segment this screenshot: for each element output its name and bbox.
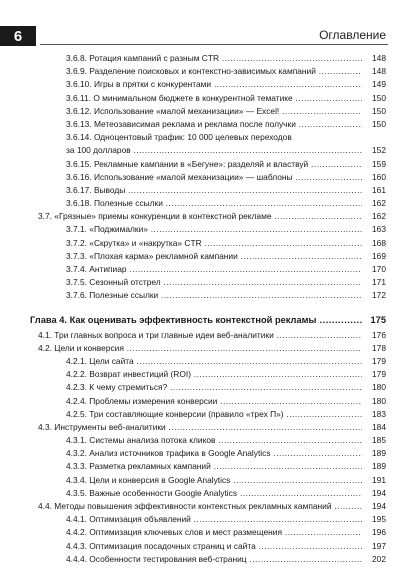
toc-entry xyxy=(0,184,406,197)
toc-entry xyxy=(0,487,406,500)
toc-entry-page: 183 xyxy=(362,408,386,421)
toc-entry xyxy=(0,342,406,355)
toc-entry-page: 179 xyxy=(362,355,386,368)
toc-entry xyxy=(0,329,406,342)
toc-entry-title: 4.2.1. Цели сайта xyxy=(66,355,134,366)
toc-entry-page: 189 xyxy=(362,460,386,473)
toc-chapter-entry xyxy=(0,311,406,329)
toc-entry-page: 169 xyxy=(362,250,386,263)
toc-entry-title: 3.6.12. Использование «малой механизации» — Excel! xyxy=(66,105,280,116)
toc-entry xyxy=(0,289,406,302)
toc-entry-page: 159 xyxy=(362,158,386,171)
toc-entry xyxy=(0,158,406,171)
toc-entry-title: 4.3. Инструменты веб-аналитики xyxy=(38,421,166,432)
toc-entry-title: 3.7. «Грязные» приемы конкуренции в контекстной рекламе xyxy=(38,211,272,222)
toc-entry-title: 3.6.18. Полезные ссылки xyxy=(66,198,163,209)
toc-entry-title: 4.2.5. Три составляющие конверсии (правило «трех П») xyxy=(66,408,284,419)
toc-entry-title: 3.7.4. Антипиар xyxy=(66,264,127,274)
toc-entry-page: 196 xyxy=(362,526,386,539)
toc-entry xyxy=(0,355,406,368)
toc-entry-title: Глава 4. Как оценивать эффективность контекстной рекламы xyxy=(30,314,317,325)
toc-entry-title: 4.3.1. Системы анализа потока кликов xyxy=(66,435,216,446)
toc-entry xyxy=(0,210,406,223)
toc-entry-page: 202 xyxy=(362,553,386,566)
toc-entry xyxy=(0,250,406,263)
toc-entry-title: 4.2.3. К чему стремиться? xyxy=(66,382,168,393)
toc-entry-page: 162 xyxy=(362,197,386,210)
toc-entry-page: 178 xyxy=(362,342,386,355)
toc-entry-title: 3.6.16. Использование «малой механизации» — шаблоны xyxy=(66,171,293,182)
toc-entry xyxy=(0,553,406,566)
toc-entry-title: 4.4. Методы повышения эффективности контекстных рекламных кампаний xyxy=(38,501,332,511)
toc-entry xyxy=(0,408,406,421)
toc-entry xyxy=(0,381,406,394)
toc-entry-page: 185 xyxy=(362,434,386,447)
toc-entry-title: 3.6.8. Ротация кампаний с разным CTR xyxy=(66,53,219,63)
toc-entry-page: 176 xyxy=(362,329,386,342)
toc-entry xyxy=(0,395,406,408)
toc-entry xyxy=(0,526,406,539)
toc-entry xyxy=(0,513,406,526)
toc-entry xyxy=(0,92,406,105)
toc-entry xyxy=(0,65,406,78)
toc-entry xyxy=(0,434,406,447)
toc-entry-title: 4.1. Три главных вопроса и три главные идеи веб-аналитики xyxy=(38,329,274,340)
toc-entry xyxy=(0,105,406,118)
toc-entry xyxy=(0,276,406,289)
toc-entry-title: 3.6.17. Выводы xyxy=(66,184,126,195)
toc-entry-page: 168 xyxy=(362,237,386,250)
toc-entry-title: 4.3.4. Цели и конверсия в Google Analytics xyxy=(66,474,231,485)
toc-entry-page: 148 xyxy=(362,52,386,65)
toc-entry xyxy=(0,460,406,473)
toc-entry-title: 3.6.13. Метеозависимая реклама и реклама после получки xyxy=(66,118,296,129)
toc-entry-title: за 100 долларов xyxy=(66,145,131,156)
toc-entry-title: 4.2.4. Проблемы измерения конверсии xyxy=(66,395,218,406)
toc-entry-title: 3.6.11. О минимальном бюджете в конкурентной тематике xyxy=(66,92,293,103)
toc-entry-page: 179 xyxy=(362,368,386,381)
toc-entry xyxy=(0,223,406,236)
toc-entry xyxy=(0,78,406,91)
toc-entry-title: 4.4.1. Оптимизация объявлений xyxy=(66,514,191,525)
toc-entry xyxy=(0,368,406,381)
toc-entry-page: 172 xyxy=(362,289,386,302)
toc-entry-title: 3.7.1. «Поджималки» xyxy=(66,224,148,235)
toc-entry-page: 171 xyxy=(362,276,386,289)
toc-entry-page: 162 xyxy=(362,210,386,223)
toc-entry xyxy=(0,118,406,131)
toc-entry-title: 4.2. Цели и конверсия xyxy=(38,342,124,353)
toc-entry xyxy=(0,421,406,434)
toc-entry-title: 4.4.2. Оптимизация ключевых слов и мест размещения xyxy=(66,527,283,538)
toc-entry-page: 189 xyxy=(362,447,386,460)
toc-entry-page: 163 xyxy=(362,223,386,236)
toc-entry-page: 194 xyxy=(362,500,386,513)
page-number: 6 xyxy=(0,26,36,46)
toc-entry-page: 150 xyxy=(362,92,386,105)
toc-entry-title: 4.3.2. Анализ источников трафика в Google Analytics xyxy=(66,448,271,459)
toc-entry-page: 148 xyxy=(362,65,386,78)
toc-entry xyxy=(0,171,406,184)
toc-entry-title: 3.6.14. Одноцентовый трафик: 10 000 целевых переходов xyxy=(66,132,292,143)
header-rule xyxy=(40,44,388,45)
toc-entry-page: 180 xyxy=(362,395,386,408)
toc-entry-title: 3.7.6. Полезные ссылки xyxy=(66,290,159,301)
toc-entry xyxy=(0,197,406,210)
running-head-title: Оглавление xyxy=(319,28,386,42)
toc-entry-page: 195 xyxy=(362,513,386,526)
toc-entry-page: 170 xyxy=(362,263,386,276)
toc-entry xyxy=(0,474,406,487)
toc-entry xyxy=(0,263,406,276)
toc-entry-title: 3.6.10. Игры в прятки с конкурентами xyxy=(66,79,212,90)
table-of-contents xyxy=(0,52,406,566)
toc-entry xyxy=(0,447,406,460)
toc-entry xyxy=(0,500,406,513)
toc-entry-title: 3.6.15. Рекламные кампании в «Бегуне»: разделяй и властвуй xyxy=(66,158,309,169)
toc-entry-page: 150 xyxy=(362,118,386,131)
toc-entry-title: 4.2.2. Возврат инвестиций (ROI) xyxy=(66,369,191,380)
toc-entry xyxy=(0,52,406,65)
toc-entry-page: 197 xyxy=(362,540,386,553)
toc-entry-page: 160 xyxy=(362,171,386,184)
toc-entry-page: 161 xyxy=(362,184,386,197)
toc-entry xyxy=(0,131,406,144)
toc-entry-page: 184 xyxy=(362,421,386,434)
toc-entry-page: 152 xyxy=(362,144,386,157)
toc-entry-title: 4.4.3. Оптимизация посадочных страниц и сайта xyxy=(66,540,256,551)
toc-entry-title: 3.7.3. «Плохая карма» рекламной кампании xyxy=(66,250,238,261)
toc-entry-page: 150 xyxy=(362,105,386,118)
toc-entry-page: 194 xyxy=(362,487,386,500)
toc-entry xyxy=(0,237,406,250)
toc-entry-title: 3.6.9. Разделение поисковых и контекстно-зависимых кампаний xyxy=(66,66,316,77)
toc-entry-page: 191 xyxy=(362,474,386,487)
toc-entry xyxy=(0,540,406,553)
toc-entry-title: 3.7.5. Сезонный отстрел xyxy=(66,277,161,288)
page-header xyxy=(0,0,406,45)
toc-entry-page: 149 xyxy=(362,78,386,91)
toc-entry xyxy=(0,144,406,157)
toc-entry-title: 4.3.3. Разметка рекламных кампаний xyxy=(66,461,211,472)
toc-entry-page: 180 xyxy=(362,381,386,394)
toc-entry-title: 4.3.5. Важные особенности Google Analytics xyxy=(66,487,238,498)
toc-entry-title: 3.7.2. «Скрутка» и «накрутка» CTR xyxy=(66,237,202,248)
toc-entry-page: 175 xyxy=(362,311,386,329)
toc-entry-title: 4.4.4. Особенности тестирования веб-страниц xyxy=(66,553,247,564)
